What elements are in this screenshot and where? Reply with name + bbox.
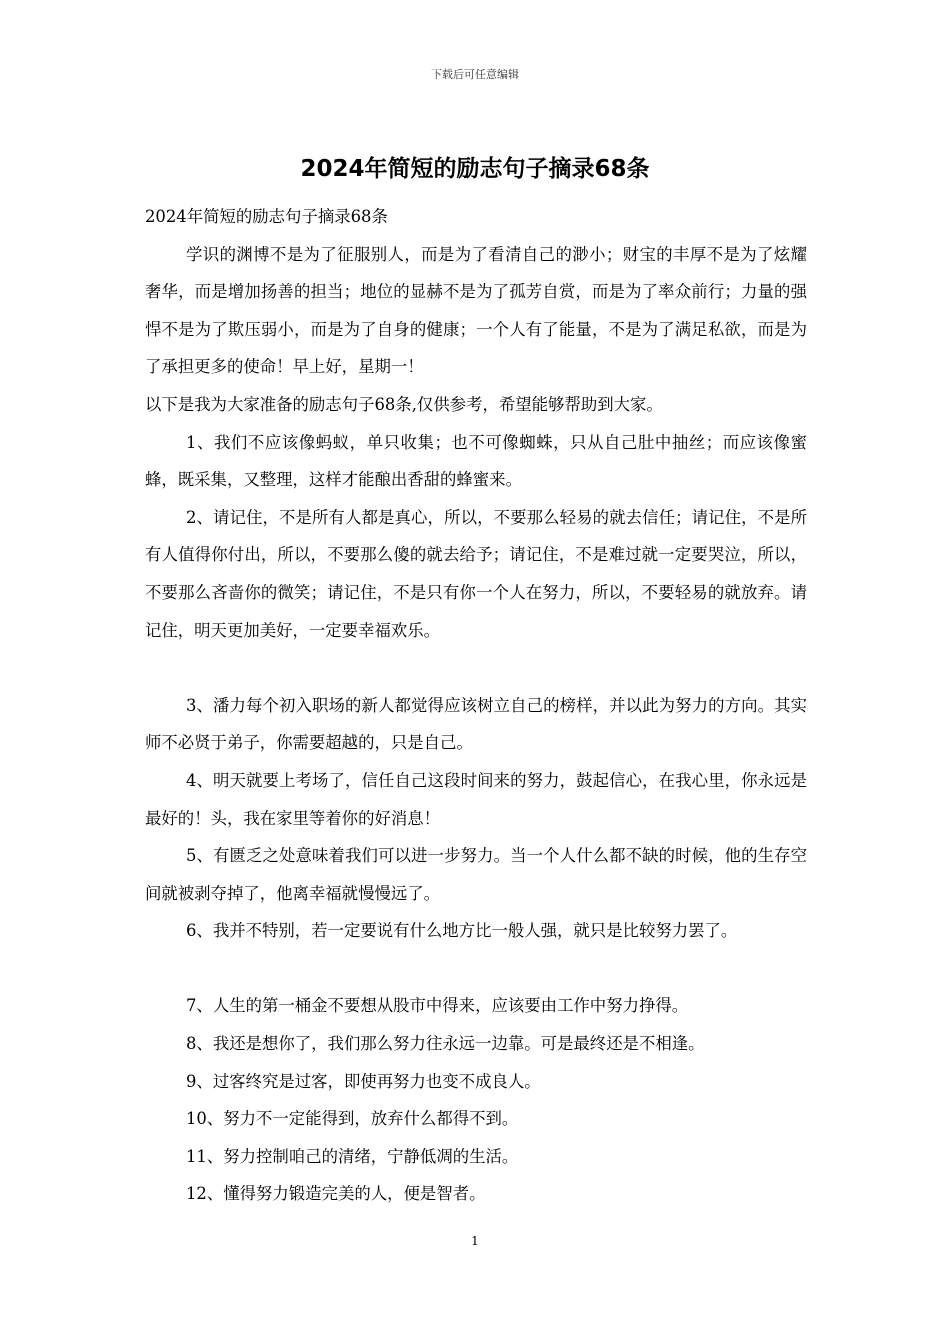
- document-subtitle: 2024年简短的励志句子摘录68条: [145, 207, 388, 226]
- blank-line: [145, 950, 807, 988]
- list-item: 7、人生的第一桶金不要想从股市中得来，应该要由工作中努力挣得。: [186, 996, 689, 1016]
- list-item: 6、我并不特别，若一定要说有什么地方比一般人强，就只是比较努力罢了。: [186, 921, 738, 941]
- page-header-note: 下载后可任意编辑: [431, 68, 519, 81]
- list-item: 9、过客终究是过客，即使再努力也变不成良人。: [186, 1071, 541, 1091]
- document-body: [145, 198, 807, 1213]
- document-title: 2024年简短的励志句子摘录68条: [300, 156, 650, 182]
- list-item: 10、努力不一定能得到，放弃什么都得不到。: [186, 1109, 519, 1129]
- intro-note: 以下是我为大家准备的励志句子68条,仅供参考，希望能够帮助到大家。: [145, 394, 663, 414]
- list-item: 5、有匮乏之处意味着我们可以进一步努力。当一个人什么都不缺的时候，他的生存空间就被剥夺掉了，他离幸福就慢慢远了。: [145, 846, 807, 903]
- list-item: 3、潘力每个初入职场的新人都觉得应该树立自己的榜样，并以此为努力的方向。其实师不必贤于弟子，你需要超越的，只是自己。: [145, 695, 807, 753]
- list-item: 12、懂得努力锻造完美的人，便是智者。: [186, 1184, 486, 1204]
- list-item: 4、明天就要上考场了，信任自己这段时间来的努力，鼓起信心，在我心里，你永远是最好的！头，我在家里等着你的好消息！: [145, 770, 807, 828]
- list-item: 1、我们不应该像蚂蚁，单只收集；也不可像蜘蛛，只从自己肚中抽丝；而应该像蜜蜂，既采集，又整理，这样才能酿出香甜的蜂蜜来。: [145, 432, 807, 490]
- list-item: 8、我还是想你了，我们那么努力往永远一边靠。可是最终还是不相逢。: [186, 1034, 705, 1054]
- list-item: 11、努力控制咱己的清绪，宁静低凋的生活。: [186, 1146, 519, 1166]
- blank-line: [145, 649, 807, 687]
- intro-paragraph: 学识的渊博不是为了征服别人，而是为了看清自己的渺小；财宝的丰厚不是为了炫耀奢华，而是增加扬善的担当；地位的显赫不是为了孤芳自赏，而是为了率众前行；力量的强悍不是为了欺压弱小，而是为了自身的健康；一个人有了能量，不是为了满足私欲，而是为了承担更多的使命！早上好，星期一！: [145, 244, 807, 377]
- list-item: 2、请记住，不是所有人都是真心，所以，不要那么轻易的就去信任；请记住，不是所有人值得你付出，所以，不要那么傻的就去给予；请记住，不是难过就一定要哭泣，所以，不要那么吝啬你的微笑；请记住，不是只有你一个人在努力，所以，不要轻易的就放弃。请记住，明天更加美好，一定要幸福欢乐。: [145, 507, 807, 640]
- page-number: 1: [471, 1234, 479, 1248]
